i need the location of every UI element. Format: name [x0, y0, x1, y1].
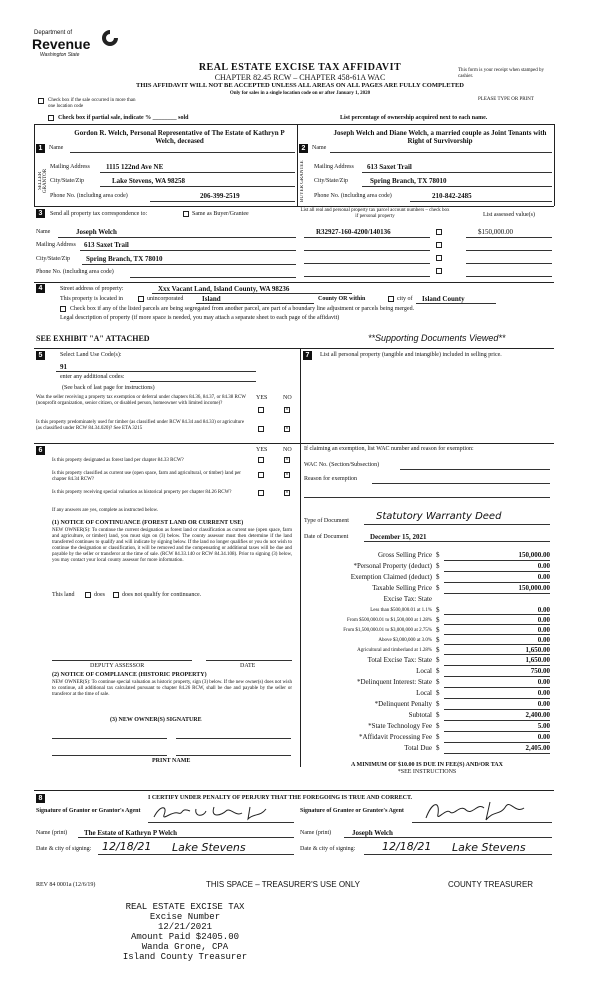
- tax-row-value: 150,000.00: [518, 584, 550, 592]
- s5-q1-yes-checkbox[interactable]: [258, 407, 264, 413]
- s6-no-header: NO: [283, 447, 292, 453]
- tax-row: [300, 572, 554, 583]
- tax-row: [300, 594, 554, 605]
- tax-row-label: Gross Selling Price: [377, 551, 432, 559]
- partial-sale-checkbox[interactable]: [48, 115, 54, 121]
- logo-state: Washington State: [40, 52, 80, 58]
- tax-row: [300, 645, 554, 655]
- tax-row: [300, 710, 554, 721]
- tax-row-label: Local: [416, 689, 432, 697]
- buyer-city: Spring Branch, TX 78010: [370, 177, 447, 185]
- supporting-docs: **Supporting Documents Viewed**: [368, 333, 506, 343]
- tax-row-label: *Affidavit Processing Fee: [359, 733, 432, 741]
- section-5-number: 5: [36, 351, 45, 360]
- notice2-body: NEW OWNER(S): To continue special valuation as historic property, sign (3) below. If the new owner(s) does not wish to continue, all additional tax calculated pursuant to chapter 84.26 RCW, shall be due and payable by the seller or transferor at the time of sale.: [52, 680, 292, 697]
- form-title: REAL ESTATE EXCISE TAX AFFIDAVIT: [198, 62, 402, 73]
- s6-q3-yes-checkbox[interactable]: [258, 490, 264, 496]
- treasurer-use-label: THIS SPACE – TREASURER'S USE ONLY: [206, 880, 361, 889]
- buyer-phone: 210-842-2485: [432, 192, 472, 200]
- same-as-buyer-label: Same as Buyer/Grantee: [192, 211, 249, 217]
- grantor-name-print-label: Name (print): [36, 830, 68, 836]
- assessed-header: List assessed value(s): [483, 212, 535, 218]
- tax-dollar-sign: $: [436, 656, 440, 664]
- seller-city: Lake Stevens, WA 98258: [112, 177, 185, 185]
- tax-row: [300, 605, 554, 615]
- tax-row-label: Agricultural and timberland at 1.28%: [357, 648, 432, 653]
- does-label: does: [94, 592, 105, 598]
- grantor-signature: [150, 803, 290, 823]
- tax-row-label: Excise Tax: State: [383, 595, 432, 603]
- tax-row-value: 0.00: [537, 573, 550, 581]
- notice2-title: (2) NOTICE OF COMPLIANCE (HISTORIC PROPERTY): [52, 672, 207, 678]
- grantee-print-name: Joseph Welch: [352, 829, 393, 837]
- parcel-number: R32927-160-4200/140136: [316, 228, 391, 236]
- correspondence-label: Send all property tax correspondence to:: [50, 211, 148, 217]
- tax-row-label: Local: [416, 667, 432, 675]
- city-of-checkbox[interactable]: [388, 296, 394, 302]
- tax-dollar-sign: $: [436, 573, 440, 581]
- seller-name: Gordon R. Welch, Personal Representative of The Estate of Kathryn P Welch, deceased: [74, 129, 285, 145]
- s5-q2-yes-checkbox[interactable]: [258, 426, 264, 432]
- tax-row-label: Total Excise Tax: State: [367, 656, 432, 664]
- date-label: DATE: [240, 663, 256, 669]
- stamp-line-6: Island County Treasurer: [122, 952, 248, 962]
- seller-mailing-label: Mailing Address: [50, 164, 90, 170]
- s5-q1-no-checkbox[interactable]: ×: [285, 407, 289, 413]
- tax-dollar-sign: $: [436, 744, 440, 752]
- tax-row: [300, 561, 554, 572]
- tax-dollar-sign: $: [436, 584, 440, 592]
- grantor-sign-date: 12/18/21: [102, 840, 152, 853]
- buyer-name: Joseph Welch and Diane Welch, a married couple as Joint Tenants with Right of Survivorship: [333, 129, 547, 145]
- tax-dollar-sign: $: [436, 700, 440, 708]
- see-instructions: *SEE INSTRUCTIONS: [397, 769, 457, 775]
- tax-dollar-sign: $: [436, 667, 440, 675]
- treasurer-stamp: [110, 902, 260, 962]
- logo-dept: Department of: [34, 30, 73, 36]
- stamp-line-2: Excise Number: [149, 912, 221, 922]
- corr-phone-label: Phone No. (including area code): [36, 269, 114, 275]
- s6-if-yes: If any answers are yes, complete as instructed below.: [52, 508, 159, 513]
- tax-row-value: 1,650.00: [525, 656, 550, 664]
- s6-q2-yes-checkbox[interactable]: [258, 472, 264, 478]
- form-chapter: CHAPTER 82.45 RCW – CHAPTER 458-61A WAC: [214, 73, 386, 82]
- segregated-checkbox[interactable]: [60, 306, 66, 312]
- receipt-note: This form is your receipt when stamped by cashier.: [458, 68, 544, 79]
- seller-side-label: SELLER GRANTOR: [38, 168, 48, 194]
- tax-row: [300, 688, 554, 699]
- notice1-body: NEW OWNER(S): To continue the current designation as forest land or classification as current use (open space, farm and agriculture, or timber) land, you must sign on (3) below. The county assessor must then determine if the land transferred continues to qualify and will indicate by signing below. If the land no longer qualifies or you do not wish to continue the designation or classification, it will be removed and the compensating or additional taxes will be due and payable by the seller or transferor at the time of sale. (RCW 84.33.140 or RCW 84.34.108). Prior to signing (3) below, you may contact your local county assessor for more information.: [52, 528, 292, 563]
- s6-q3: Is this property receiving special valuation as historical property per chapter 84.26 RCW?: [52, 490, 232, 495]
- parcel-personal-checkbox-1[interactable]: [436, 229, 442, 235]
- type-print-note: PLEASE TYPE OR PRINT: [478, 97, 534, 102]
- grantor-date-city-label: Date & city of signing:: [36, 846, 92, 852]
- tax-dollar-sign: $: [436, 562, 440, 570]
- tax-table: [300, 550, 554, 755]
- tax-row-line: [444, 753, 550, 754]
- corr-mailing-label: Mailing Address: [36, 242, 76, 248]
- revenue-logo: [30, 28, 105, 64]
- reason-label: Reason for exemption: [304, 476, 357, 482]
- tax-row-value: 0.00: [537, 562, 550, 570]
- land-use-code: 91: [60, 363, 67, 371]
- tax-row-value: 0.00: [537, 626, 550, 634]
- does-not-checkbox[interactable]: [113, 592, 119, 598]
- tax-dollar-sign: $: [436, 636, 440, 644]
- grantee-sign-city: Lake Stevens: [452, 841, 526, 854]
- parcel-personal-checkbox-3[interactable]: [436, 255, 442, 261]
- s5-yes-header: YES: [256, 395, 268, 401]
- buyer-phone-label: Phone No. (including area code): [314, 193, 392, 199]
- land-use-label: Select Land Use Code(s):: [60, 352, 122, 358]
- tax-row-value: 0.00: [537, 689, 550, 697]
- tax-dollar-sign: $: [436, 646, 440, 654]
- segregated-label: Check box if any of the listed parcels are being segregated from another parcel, are part of a boundary line adjustment or parcels being merged.: [70, 306, 415, 312]
- corr-mailing: 613 Saxet Trail: [84, 241, 129, 249]
- legal-label: Legal description of property (if more space is needed, you may attach a separate sheet to each page of the affidavit): [60, 315, 340, 321]
- tax-row: [300, 583, 554, 594]
- corr-city: Spring Branch, TX 78010: [86, 255, 163, 263]
- tax-row-label: Total Due: [404, 744, 432, 752]
- wac-claim-label: If claiming an exemption, list WAC number and reason for exemption:: [304, 446, 474, 452]
- tax-row-value: 750.00: [530, 667, 550, 675]
- tax-row-value: 0.00: [537, 700, 550, 708]
- logo-swirl-icon: [100, 28, 120, 48]
- section-3-number: 3: [36, 209, 45, 218]
- tax-row-value: 1,650.00: [525, 646, 550, 654]
- tax-row-label: *Delinquent Penalty: [374, 700, 432, 708]
- sig-grantee-label: Signature of Grantee or Grantee's Agent: [300, 808, 404, 814]
- form-warning: THIS AFFIDAVIT WILL NOT BE ACCEPTED UNLESS ALL AREAS ON ALL PAGES ARE FULLY COMPLETED: [136, 82, 464, 89]
- grantee-name-print-label: Name (print): [300, 830, 332, 836]
- new-owner-sig-label: (3) NEW OWNER(S) SIGNATURE: [110, 717, 202, 723]
- stamp-line-3: 12/21/2021: [157, 922, 212, 932]
- section-2-number: 2: [299, 144, 308, 153]
- tax-row: [300, 677, 554, 688]
- stamp-line-5: Wanda Grone, CPA: [141, 942, 229, 952]
- tax-row-label: Taxable Selling Price: [372, 584, 432, 592]
- county-or-label: County OR within: [318, 296, 366, 302]
- doc-type: Statutory Warranty Deed: [376, 511, 502, 522]
- tax-dollar-sign: $: [436, 606, 440, 614]
- wac-no-label: WAC No. (Section/Subsection): [304, 462, 380, 468]
- personal-property-label: List all personal property (tangible and intangible) included in selling price.: [320, 352, 502, 358]
- exhibit-a: SEE EXHIBIT "A" ATTACHED: [36, 334, 150, 343]
- buyer-city-label: City/State/Zip: [314, 178, 348, 184]
- section-7-number: 7: [303, 351, 312, 360]
- street-address: Xxx Vacant Land, Island County, WA 98236: [158, 285, 290, 293]
- tax-row-label: Subtotal: [408, 711, 432, 719]
- s6-yes-header: YES: [256, 447, 268, 453]
- tax-row-value: 2,400.00: [525, 711, 550, 719]
- deputy-assessor-label: DEPUTY ASSESSOR: [90, 663, 145, 669]
- seller-phone: 206-399-2519: [200, 192, 240, 200]
- tax-row-label: From $1,500,000.01 to $3,000,000 at 2.75%: [343, 628, 432, 633]
- tax-dollar-sign: $: [436, 616, 440, 624]
- tax-dollar-sign: $: [436, 551, 440, 559]
- corr-city-label: City/State/Zip: [36, 256, 70, 262]
- ownership-note: List percentage of ownership acquired next to each name.: [340, 115, 488, 121]
- tax-dollar-sign: $: [436, 678, 440, 686]
- print-name-label: PRINT NAME: [152, 758, 191, 764]
- minimum-fee-note: A MINIMUM OF $10.00 IS DUE IN FEE(S) AND/OR TAX: [351, 762, 503, 768]
- unincorporated-checkbox[interactable]: [138, 296, 144, 302]
- unincorporated-label: unincorporated: [147, 296, 184, 302]
- sig-grantor-label: Signature of Grantor or Grantor's Agent: [36, 808, 141, 814]
- multi-location-label: Check box if the sale occurred in more than one location code: [48, 98, 136, 109]
- tax-row-value: 2,405.00: [525, 744, 550, 752]
- tax-row-value: 5.00: [537, 722, 550, 730]
- this-land-label: This land: [52, 592, 75, 598]
- tax-row: [300, 615, 554, 625]
- parcel-header: List all real and personal property tax parcel account numbers – check box if personal property: [300, 208, 450, 219]
- buyer-name-label: Name: [312, 145, 327, 151]
- grantor-sign-city: Lake Stevens: [172, 841, 246, 854]
- street-label: Street address of property:: [60, 286, 124, 292]
- buyer-mailing: 613 Saxet Trail: [367, 163, 412, 171]
- s5-q2: Is this property predominately used for timber (as classified under RCW 84.34 and 84.33) or agriculture (as classified under RCW 84.34.020)? See ETA 3215: [36, 420, 245, 431]
- tax-row-value: 150,000.00: [518, 551, 550, 559]
- tax-row: [300, 666, 554, 677]
- located-label: This property is located in: [60, 296, 123, 302]
- tax-row-label: Above $3,000,000 at 3.0%: [378, 638, 432, 643]
- s6-q2: Is this property classified as current use (open space, farm and agricultural, or timber) land per chapter 84.34 RCW?: [52, 471, 241, 482]
- seller-mailing: 1115 122nd Ave NE: [106, 163, 164, 171]
- tax-row-label: *Delinquent Interest: State: [356, 678, 432, 686]
- rev-number: REV 84 0001a (12/6/19): [36, 882, 96, 888]
- certify-statement: I CERTIFY UNDER PENALTY OF PERJURY THAT THE FOREGOING IS TRUE AND CORRECT.: [148, 795, 413, 801]
- section-8-number: 8: [36, 794, 45, 803]
- tax-row-value: 0.00: [537, 733, 550, 741]
- seller-city-label: City/State/Zip: [50, 178, 84, 184]
- section-1-number: 1: [36, 144, 45, 153]
- tax-row-label: From $500,000.01 to $1,500,000 at 1.28%: [347, 618, 432, 623]
- see-back-label: (See back of last page for instructions): [62, 385, 155, 391]
- buyer-side-label: BUYER GRANTEE: [300, 160, 305, 202]
- grantee-date-city-label: Date & city of signing:: [300, 846, 356, 852]
- s6-q1-no-checkbox[interactable]: ×: [285, 457, 289, 463]
- tax-dollar-sign: $: [436, 626, 440, 634]
- tax-dollar-sign: $: [436, 733, 440, 741]
- tax-row: [300, 550, 554, 561]
- parcel-personal-checkbox-4[interactable]: [436, 268, 442, 274]
- tax-row: [300, 625, 554, 635]
- tax-row: [300, 699, 554, 710]
- buyer-mailing-label: Mailing Address: [314, 164, 354, 170]
- grantor-print-name: The Estate of Kathryn P Welch: [84, 829, 178, 837]
- s5-no-header: NO: [283, 395, 292, 401]
- assessed-value: $150,000.00: [478, 228, 513, 236]
- same-as-buyer-checkbox[interactable]: [183, 211, 189, 217]
- tax-row-label: Less than $500,000.01 at 1.1%: [370, 608, 432, 613]
- tax-row: [300, 635, 554, 645]
- tax-row: [300, 743, 554, 754]
- tax-row-value: 0.00: [537, 678, 550, 686]
- s5-q1: Was the seller receiving a property tax exemption or deferral under chapters 84.36, 84.37, or 84.38 RCW (nonprofit organization, senior citizen, or disabled person, homeowner with limited income)?: [36, 395, 246, 406]
- partial-sale-label: Check box if partial sale, indicate % ________ sold: [58, 115, 189, 121]
- s6-q1-yes-checkbox[interactable]: [258, 457, 264, 463]
- doc-date: December 15, 2021: [370, 533, 427, 541]
- additional-codes-label: enter any additional codes:: [60, 374, 125, 380]
- logo-revenue: Revenue: [32, 36, 91, 52]
- stamp-line-1: REAL ESTATE EXCISE TAX: [125, 902, 245, 912]
- tax-dollar-sign: $: [436, 722, 440, 730]
- does-checkbox[interactable]: [85, 592, 91, 598]
- s5-q2-no-checkbox[interactable]: ×: [285, 426, 289, 432]
- does-not-label: does not qualify for continuance.: [122, 592, 202, 598]
- seller-phone-label: Phone No. (including area code): [50, 193, 128, 199]
- notice1-title: (1) NOTICE OF CONTINUANCE (FOREST LAND OR CURRENT USE): [52, 520, 244, 526]
- doc-type-label: Type of Document: [304, 518, 349, 524]
- s6-q3-no-checkbox[interactable]: ×: [285, 490, 289, 496]
- doc-date-label: Date of Document: [304, 534, 349, 540]
- located-county: Island: [202, 295, 221, 303]
- grantee-signature: [420, 798, 540, 824]
- corr-name: Joseph Welch: [76, 228, 117, 236]
- s6-q1: Is this property designated as forest land per chapter 84.33 RCW?: [52, 458, 184, 463]
- tax-row: [300, 655, 554, 666]
- section-6-number: 6: [36, 446, 45, 455]
- tax-dollar-sign: $: [436, 711, 440, 719]
- tax-row-value: 0.00: [537, 606, 550, 614]
- tax-row-label: *State Technology Fee: [368, 722, 432, 730]
- multi-location-checkbox[interactable]: [38, 98, 44, 104]
- form-only-for: Only for sales in a single location code on or after January 1, 2020: [229, 91, 371, 96]
- city-of-label: city of: [397, 296, 413, 302]
- corr-name-label: Name: [36, 229, 51, 235]
- tax-dollar-sign: $: [436, 689, 440, 697]
- grantee-sign-date: 12/18/21: [382, 840, 432, 853]
- tax-row-label: *Personal Property (deduct): [353, 562, 432, 570]
- county-name: Island County: [422, 295, 465, 303]
- tax-row-value: 0.00: [537, 636, 550, 644]
- stamp-line-4: Amount Paid $2405.00: [130, 932, 240, 942]
- seller-name-label: Name: [49, 145, 64, 151]
- tax-row-label: Exemption Claimed (deduct): [350, 573, 432, 581]
- section-4-number: 4: [36, 284, 45, 293]
- s6-q2-no-checkbox[interactable]: ×: [285, 472, 289, 478]
- tax-row: [300, 732, 554, 743]
- tax-row: [300, 721, 554, 732]
- tax-row-value: 0.00: [537, 616, 550, 624]
- county-treasurer-label: COUNTY TREASURER: [448, 880, 534, 889]
- parcel-personal-checkbox-2[interactable]: [436, 242, 442, 248]
